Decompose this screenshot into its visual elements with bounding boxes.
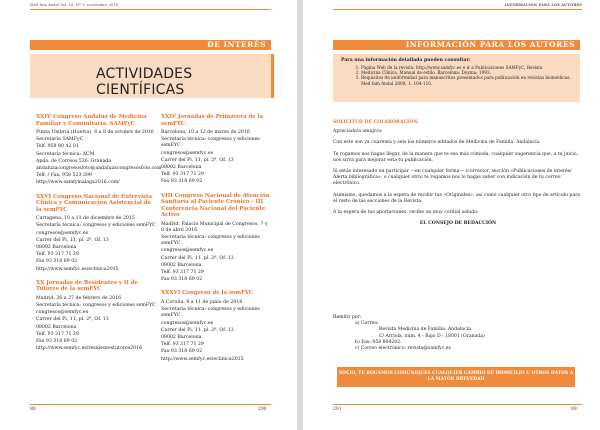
event-detail: Fax 93 318 69 02 xyxy=(161,349,203,355)
event-detail: Fax 93 318 69 02 xyxy=(36,259,78,265)
event-entry xyxy=(161,290,271,362)
event-detail: Fax 93 318 69 02 xyxy=(161,179,203,185)
left-header-rule xyxy=(30,9,271,10)
collaboration-heading: SOLICITUD DE COLABORACIÓN: xyxy=(333,120,419,125)
event-detail: Carrer del Pi, 11, pl. 2ª, Of. 13 xyxy=(36,317,109,323)
info-item: 3. Requisitos de uniformidad para manuscritos presentados para publicación en revistas biomédicas. Med fam Andal 2000; 1: 104-110. xyxy=(361,75,571,85)
event-entry xyxy=(161,193,271,284)
event-detail: Madrid, 26 a 27 de febrero de 2016 xyxy=(36,295,122,301)
event-entry xyxy=(36,114,162,187)
event-heading: XXXVI Congreso de la semFYC xyxy=(161,290,254,297)
event-detail: Secretaría técnica: congresos y ediciones semFYC xyxy=(161,137,260,149)
event-detail: Carrer del Pi, 11, pl. 2ª, Of. 13 xyxy=(161,255,234,261)
event-detail: Telf. / Fax: 958 523 299 xyxy=(36,173,92,179)
member-notice-text: SOCIO, TE ROGAMOS COMUNIQUES CUALQUIER CAMBIO DE DOMICILIO U OTROS DATOS A LA MAYOR BREVEDAD xyxy=(339,371,573,382)
info-item: 2. Medicina Clínica. Manual de estilo. Barcelona: Doyma; 1993. xyxy=(361,70,571,75)
left-running-header: Med fam Andal Vol. 16, Nº 3, noviembre 2015 xyxy=(30,3,119,7)
member-notice xyxy=(337,367,575,387)
greeting: Apreciado/a amigo/a: xyxy=(333,129,383,135)
event-detail: Fax 93 318 69 02 xyxy=(36,338,78,344)
letter-paragraph: Asimismo, quedamos a la espera de recibir tus «Originales», así como cualquier otro tipo de artículo para el resto de las secciones de la Revista. xyxy=(333,192,581,204)
info-list xyxy=(351,65,571,86)
event-detail[interactable]: andaluzacongresosfoto@andaluzacongresosfoto.com xyxy=(36,166,162,172)
page-number-290: 290 xyxy=(258,407,267,412)
event-detail[interactable]: congresos@semfyc.es xyxy=(36,310,89,316)
event-detail: A Coruña, 9 a 11 de junio de 2016 xyxy=(161,299,243,305)
event-detail: Cartagena, 10 a 11 de diciembre de 2015 xyxy=(36,216,135,222)
signature: EL CONSEJO DE REDACCIÓN xyxy=(419,221,497,227)
event-heading: VIII Congreso Nacional de Atención Sanitaria al Paciente Crónico - III Conferencia Nacional del Paciente Activo xyxy=(161,192,270,219)
right-header-rule xyxy=(333,9,582,10)
events-column-2 xyxy=(161,114,271,370)
event-detail: Carrer del Pi, 11, pl. 2ª, Of. 13 xyxy=(36,237,109,243)
event-detail: Secretaría SAMFyC xyxy=(36,137,84,143)
event-detail: 08002 Barcelona xyxy=(161,165,202,171)
remit-fax: b) Fax: 958 804202. xyxy=(355,339,402,345)
collaboration-letter xyxy=(333,120,583,232)
event-detail: Telf. 93 317 71 29 xyxy=(161,172,204,178)
event-detail[interactable]: congresos@semfyc.es xyxy=(161,150,214,156)
info-intro: Para una información detallada pueden consultar: xyxy=(341,58,471,63)
event-detail: Secretaría técnica: congresos y ediciones semFYC xyxy=(36,302,156,308)
event-detail: Secretaría técnica: ACM xyxy=(36,151,95,157)
event-detail[interactable]: http://www.samfymalaga2016.com/ xyxy=(36,180,120,186)
authors-band: INFORMACIÓN PARA LOS AUTORES xyxy=(333,40,580,50)
event-entry xyxy=(36,194,156,273)
event-entry xyxy=(36,280,156,353)
left-page xyxy=(0,0,297,430)
event-detail: Telf. 93 317 71 29 xyxy=(161,342,204,348)
event-heading: XX Jornadas de Residentes y II de Tutores de la semFYC xyxy=(36,279,138,293)
event-detail: 08002 Barcelona xyxy=(36,324,77,330)
event-detail[interactable]: http://www.semfyc.es/eclinica2015 xyxy=(36,266,119,272)
event-detail: Madrid, Palacio Municipal de Congresos, 7 y 8 de abril 2016 xyxy=(161,221,268,233)
section-band: DE INTERÉS xyxy=(30,40,271,50)
right-footer-rule xyxy=(333,404,582,405)
event-detail: Secretaría técnica: congresos y ediciones semFYC xyxy=(36,223,156,229)
event-detail: Telf. 958 80 42 01 xyxy=(36,144,79,150)
info-box xyxy=(333,54,580,102)
info-item: 1. Página Web de la revista: http://www.samfyc.es e ir a Publicaciones SAMFyC, Revista xyxy=(361,65,571,70)
event-detail[interactable]: congresos@semfyc.es xyxy=(161,320,214,326)
event-detail[interactable]: congresos@semfyc.es xyxy=(36,230,89,236)
event-detail: Telf. 93 317 71 29 xyxy=(36,331,79,337)
right-page xyxy=(303,0,600,430)
event-detail: Telf. 93 317 71 29 xyxy=(161,270,204,276)
remit-mail-line: Revista Medicina de Familia. Andalucía xyxy=(379,327,471,333)
letter-paragraph: Con éste son ya cuarenta y seis los números editados de Medicina de Familia. Andalucía. xyxy=(333,140,541,146)
event-detail: Carrer del Pi, 11, pl. 2ª, Of. 13 xyxy=(161,157,234,163)
event-heading: XXIV Jornadas de Primavera de la semFYC xyxy=(161,114,264,127)
remit-email: c) Correo electrónico: revista@samfyc.es xyxy=(355,346,451,352)
event-heading: XXIV Congreso Andaluz de Medicina Familiar y Comunitaria. SAMFyC xyxy=(36,114,147,127)
events-column-1 xyxy=(36,114,162,359)
event-detail: Carrer del Pi, 11, pl. 2ª, Of. 13 xyxy=(161,327,234,333)
title-box xyxy=(30,54,274,98)
remit-title: Remitir por: xyxy=(333,315,362,320)
right-running-header: INFORMACIÓN PARA LOS AUTORES xyxy=(504,3,582,7)
page-number-291: 291 xyxy=(333,407,342,412)
page-number-89: 89 xyxy=(571,407,577,412)
letter-paragraph: Si estás interesado en participar —en cualquier forma— (corrector, sección «Publicaciones de interés/ Alerta bibliográfica», o cualquier otra) te rogamos nos lo hagas saber con indicación de tu correo electrónico. xyxy=(333,169,572,187)
event-detail: Fax 93 318 69 02 xyxy=(161,277,203,283)
event-detail: 08002 Barcelona xyxy=(161,262,202,268)
event-detail: Telf. 93 317 71 29 xyxy=(36,252,79,258)
event-detail[interactable]: http://www.semfyc.es/eclinica2015 xyxy=(161,356,244,362)
event-detail: 08002 Barcelona xyxy=(161,334,202,340)
remit-mail: a) Correo: xyxy=(355,321,379,327)
remit-block xyxy=(333,315,583,352)
letter-paragraph: Te rogamos nos hagas llegar, de la manera que te sea más cómoda, cualquier sugerencia que, a tu juicio, nos sirva para mejorar esta tu publicación. xyxy=(333,151,579,163)
page-number-88: 88 xyxy=(30,407,36,412)
event-detail: 08002 Barcelona xyxy=(36,244,77,250)
event-entry xyxy=(161,114,271,186)
event-detail: Punta Umbría (Huelva), 6 a 8 de octubre de 2016 xyxy=(36,130,154,135)
event-detail[interactable]: congresos@semfyc.es xyxy=(161,248,214,254)
event-detail[interactable]: http://www.semfyc.es/residentestutores2016 xyxy=(36,346,143,352)
left-footer-rule xyxy=(30,404,271,405)
event-detail: Secretaría técnica: congresos y ediciones semFYC xyxy=(161,307,260,319)
page-title: ACTIVIDADES CIENTÍFICAS xyxy=(96,66,193,98)
event-detail: Secretaría técnica: congresos y ediciones semFYC xyxy=(161,235,260,247)
event-heading: XXVI Congreso Nacional de Entrevista Clínica y Comunicación Asistencial de la semFYC xyxy=(36,193,153,213)
letter-paragraph: A la espera de tus aportaciones, recibe un muy cordial saludo: xyxy=(333,210,479,216)
remit-mail-address: C/ Arriola, núm. 4 - Bajo D - 18001 (Granada) xyxy=(379,333,485,339)
event-detail: Barcelona, 10 a 12 de marzo de 2016 xyxy=(161,130,250,135)
event-detail: Apdo. de Correos 536, Granada xyxy=(36,158,112,164)
